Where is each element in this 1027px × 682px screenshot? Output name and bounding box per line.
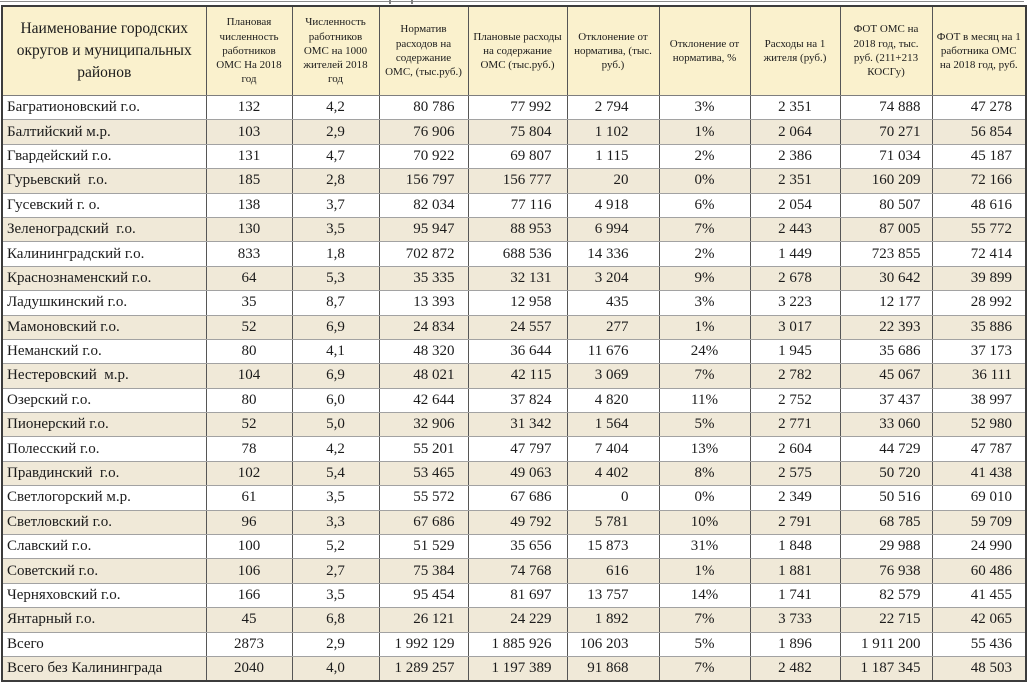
cell-workers_per_1000: 4,0 xyxy=(292,656,379,681)
cell-fot_month_per_worker: 28 992 xyxy=(932,291,1026,315)
cell-fot_month_per_worker: 48 503 xyxy=(932,656,1026,681)
cell-expense_per_resident: 3 017 xyxy=(750,315,840,339)
cell-fot_oms_2018: 87 005 xyxy=(840,217,932,241)
cell-plan_workers_2018: 103 xyxy=(206,120,292,144)
cell-expense_per_resident: 2 064 xyxy=(750,120,840,144)
column-header-workers_per_1000: Численность работников ОМС на 1000 жителей 2018 год xyxy=(292,6,379,96)
table-row xyxy=(2,461,1026,485)
cell-expense_per_resident: 2 443 xyxy=(750,217,840,241)
cell-plan_expense: 88 953 xyxy=(468,217,567,241)
cell-deviation_thous_rub: 0 xyxy=(567,486,659,510)
cell-expense_per_resident: 3 733 xyxy=(750,608,840,632)
cell-fot_oms_2018: 45 067 xyxy=(840,364,932,388)
column-header-deviation_thous_rub: Отклонение от норматива, (тыс. руб.) xyxy=(567,6,659,96)
cell-plan_expense: 31 342 xyxy=(468,413,567,437)
cell-plan_expense: 1 885 926 xyxy=(468,632,567,656)
cell-expense_per_resident: 1 881 xyxy=(750,559,840,583)
cell-workers_per_1000: 4,7 xyxy=(292,144,379,168)
cell-fot_month_per_worker: 48 616 xyxy=(932,193,1026,217)
column-header-expense_per_resident: Расходы на 1 жителя (руб.) xyxy=(750,6,840,96)
cell-deviation_thous_rub: 4 402 xyxy=(567,461,659,485)
cell-fot_month_per_worker: 52 980 xyxy=(932,413,1026,437)
cell-deviation_thous_rub: 1 115 xyxy=(567,144,659,168)
cell-workers_per_1000: 5,4 xyxy=(292,461,379,485)
cell-fot_month_per_worker: 69 010 xyxy=(932,486,1026,510)
table-row xyxy=(2,559,1026,583)
cell-deviation_pct: 13% xyxy=(659,437,750,461)
cell-deviation_thous_rub: 106 203 xyxy=(567,632,659,656)
cell-deviation_thous_rub: 1 102 xyxy=(567,120,659,144)
cell-plan_workers_2018: 52 xyxy=(206,413,292,437)
cell-expense_per_resident: 2 482 xyxy=(750,656,840,681)
cell-fot_month_per_worker: 55 436 xyxy=(932,632,1026,656)
cell-workers_per_1000: 3,5 xyxy=(292,583,379,607)
cell-name: Калининградский г.о. xyxy=(2,242,206,266)
cell-fot_oms_2018: 80 507 xyxy=(840,193,932,217)
column-header-fot_month_per_worker: ФОТ в месяц на 1 работника ОМС на 2018 год, руб. xyxy=(932,6,1026,96)
cell-plan_workers_2018: 78 xyxy=(206,437,292,461)
table-row xyxy=(2,339,1026,363)
cell-plan_expense: 75 804 xyxy=(468,120,567,144)
cell-expense_per_resident: 2 054 xyxy=(750,193,840,217)
cell-norm_expense: 13 393 xyxy=(379,291,468,315)
cell-plan_workers_2018: 132 xyxy=(206,96,292,120)
cell-fot_oms_2018: 1 187 345 xyxy=(840,656,932,681)
cell-workers_per_1000: 1,8 xyxy=(292,242,379,266)
cell-deviation_thous_rub: 6 994 xyxy=(567,217,659,241)
cell-deviation_thous_rub: 7 404 xyxy=(567,437,659,461)
cell-expense_per_resident: 1 741 xyxy=(750,583,840,607)
cell-fot_month_per_worker: 72 166 xyxy=(932,169,1026,193)
cell-norm_expense: 702 872 xyxy=(379,242,468,266)
cell-plan_workers_2018: 96 xyxy=(206,510,292,534)
cell-norm_expense: 48 021 xyxy=(379,364,468,388)
cell-deviation_thous_rub: 14 336 xyxy=(567,242,659,266)
cell-fot_oms_2018: 74 888 xyxy=(840,96,932,120)
cropped-caption-descender xyxy=(411,0,413,4)
cell-deviation_pct: 1% xyxy=(659,559,750,583)
cell-plan_workers_2018: 45 xyxy=(206,608,292,632)
cell-expense_per_resident: 2 349 xyxy=(750,486,840,510)
cell-name: Зеленоградский г.о. xyxy=(2,217,206,241)
cell-expense_per_resident: 2 791 xyxy=(750,510,840,534)
table-row xyxy=(2,96,1026,120)
cell-expense_per_resident: 1 896 xyxy=(750,632,840,656)
cell-expense_per_resident: 2 351 xyxy=(750,96,840,120)
cell-fot_month_per_worker: 38 997 xyxy=(932,388,1026,412)
cell-workers_per_1000: 3,5 xyxy=(292,486,379,510)
cell-fot_oms_2018: 160 209 xyxy=(840,169,932,193)
cell-deviation_pct: 1% xyxy=(659,120,750,144)
cell-workers_per_1000: 4,2 xyxy=(292,437,379,461)
cell-deviation_pct: 3% xyxy=(659,96,750,120)
cell-deviation_pct: 14% xyxy=(659,583,750,607)
cell-deviation_pct: 6% xyxy=(659,193,750,217)
cell-plan_workers_2018: 35 xyxy=(206,291,292,315)
cell-workers_per_1000: 5,2 xyxy=(292,535,379,559)
cell-fot_month_per_worker: 47 787 xyxy=(932,437,1026,461)
cell-norm_expense: 26 121 xyxy=(379,608,468,632)
cell-name: Гурьевский г.о. xyxy=(2,169,206,193)
cell-deviation_thous_rub: 3 204 xyxy=(567,266,659,290)
cell-fot_month_per_worker: 55 772 xyxy=(932,217,1026,241)
cell-expense_per_resident: 2 782 xyxy=(750,364,840,388)
cell-expense_per_resident: 2 771 xyxy=(750,413,840,437)
cell-name: Гусевский г. о. xyxy=(2,193,206,217)
cell-deviation_thous_rub: 435 xyxy=(567,291,659,315)
cell-deviation_pct: 5% xyxy=(659,413,750,437)
cell-fot_month_per_worker: 35 886 xyxy=(932,315,1026,339)
cell-deviation_pct: 7% xyxy=(659,217,750,241)
cell-expense_per_resident: 1 848 xyxy=(750,535,840,559)
cell-workers_per_1000: 6,8 xyxy=(292,608,379,632)
cell-norm_expense: 42 644 xyxy=(379,388,468,412)
cell-fot_oms_2018: 50 516 xyxy=(840,486,932,510)
cell-name: Светловский г.о. xyxy=(2,510,206,534)
table-row xyxy=(2,656,1026,681)
cell-norm_expense: 82 034 xyxy=(379,193,468,217)
cell-name: Неманский г.о. xyxy=(2,339,206,363)
cell-norm_expense: 80 786 xyxy=(379,96,468,120)
cell-name: Краснознаменский г.о. xyxy=(2,266,206,290)
cell-name: Янтарный г.о. xyxy=(2,608,206,632)
column-header-plan_expense: Плановые расходы на содержание ОМС (тыс.руб.) xyxy=(468,6,567,96)
table-row xyxy=(2,632,1026,656)
cell-deviation_pct: 7% xyxy=(659,656,750,681)
cell-plan_workers_2018: 52 xyxy=(206,315,292,339)
cell-plan_expense: 77 992 xyxy=(468,96,567,120)
cell-deviation_thous_rub: 277 xyxy=(567,315,659,339)
cell-plan_workers_2018: 102 xyxy=(206,461,292,485)
cell-name: Пионерский г.о. xyxy=(2,413,206,437)
cell-name: Гвардейский г.о. xyxy=(2,144,206,168)
cell-name: Советский г.о. xyxy=(2,559,206,583)
cell-deviation_pct: 7% xyxy=(659,608,750,632)
cell-deviation_pct: 11% xyxy=(659,388,750,412)
cell-workers_per_1000: 2,7 xyxy=(292,559,379,583)
table-row xyxy=(2,486,1026,510)
table-row xyxy=(2,608,1026,632)
cell-expense_per_resident: 2 752 xyxy=(750,388,840,412)
header-row xyxy=(2,6,1026,96)
cell-workers_per_1000: 8,7 xyxy=(292,291,379,315)
cell-deviation_pct: 31% xyxy=(659,535,750,559)
cell-fot_month_per_worker: 24 990 xyxy=(932,535,1026,559)
cell-name: Всего без Калининграда xyxy=(2,656,206,681)
cell-fot_oms_2018: 723 855 xyxy=(840,242,932,266)
cell-plan_workers_2018: 131 xyxy=(206,144,292,168)
cell-fot_month_per_worker: 41 438 xyxy=(932,461,1026,485)
cell-plan_expense: 49 063 xyxy=(468,461,567,485)
cell-fot_oms_2018: 76 938 xyxy=(840,559,932,583)
cell-norm_expense: 76 906 xyxy=(379,120,468,144)
cell-fot_oms_2018: 68 785 xyxy=(840,510,932,534)
cell-expense_per_resident: 1 945 xyxy=(750,339,840,363)
table-row xyxy=(2,242,1026,266)
cell-norm_expense: 55 201 xyxy=(379,437,468,461)
cell-workers_per_1000: 5,0 xyxy=(292,413,379,437)
cell-workers_per_1000: 4,1 xyxy=(292,339,379,363)
table-row xyxy=(2,437,1026,461)
cell-workers_per_1000: 5,3 xyxy=(292,266,379,290)
cell-expense_per_resident: 3 223 xyxy=(750,291,840,315)
cell-deviation_thous_rub: 5 781 xyxy=(567,510,659,534)
cell-name: Всего xyxy=(2,632,206,656)
cell-deviation_thous_rub: 2 794 xyxy=(567,96,659,120)
column-header-plan_workers_2018: Плановая численность работников ОМС На 2018 год xyxy=(206,6,292,96)
cell-name: Мамоновский г.о. xyxy=(2,315,206,339)
table-body xyxy=(2,96,1026,682)
cell-plan_expense: 688 536 xyxy=(468,242,567,266)
table-row xyxy=(2,510,1026,534)
cell-expense_per_resident: 1 449 xyxy=(750,242,840,266)
cropped-caption-rule xyxy=(0,1,1024,2)
cell-deviation_pct: 8% xyxy=(659,461,750,485)
cell-fot_oms_2018: 50 720 xyxy=(840,461,932,485)
cell-fot_month_per_worker: 37 173 xyxy=(932,339,1026,363)
cell-name: Балтийский м.р. xyxy=(2,120,206,144)
cell-fot_oms_2018: 30 642 xyxy=(840,266,932,290)
cell-fot_oms_2018: 44 729 xyxy=(840,437,932,461)
cell-name: Багратионовский г.о. xyxy=(2,96,206,120)
table-row xyxy=(2,315,1026,339)
table-row xyxy=(2,413,1026,437)
cell-name: Славский г.о. xyxy=(2,535,206,559)
cell-plan_expense: 67 686 xyxy=(468,486,567,510)
cell-deviation_pct: 9% xyxy=(659,266,750,290)
cell-plan_expense: 42 115 xyxy=(468,364,567,388)
table-row xyxy=(2,120,1026,144)
cell-fot_oms_2018: 22 393 xyxy=(840,315,932,339)
table-row xyxy=(2,217,1026,241)
cell-plan_expense: 77 116 xyxy=(468,193,567,217)
cell-plan_expense: 35 656 xyxy=(468,535,567,559)
oms-staffing-expense-table xyxy=(1,5,1027,682)
cell-deviation_thous_rub: 15 873 xyxy=(567,535,659,559)
cell-fot_month_per_worker: 36 111 xyxy=(932,364,1026,388)
cell-workers_per_1000: 3,7 xyxy=(292,193,379,217)
cell-norm_expense: 48 320 xyxy=(379,339,468,363)
table-row xyxy=(2,583,1026,607)
cell-plan_expense: 49 792 xyxy=(468,510,567,534)
cell-deviation_pct: 24% xyxy=(659,339,750,363)
cell-norm_expense: 95 454 xyxy=(379,583,468,607)
cell-fot_month_per_worker: 56 854 xyxy=(932,120,1026,144)
cell-norm_expense: 51 529 xyxy=(379,535,468,559)
cell-deviation_thous_rub: 91 868 xyxy=(567,656,659,681)
cell-plan_workers_2018: 833 xyxy=(206,242,292,266)
cell-fot_oms_2018: 70 271 xyxy=(840,120,932,144)
cell-deviation_thous_rub: 616 xyxy=(567,559,659,583)
cell-fot_oms_2018: 1 911 200 xyxy=(840,632,932,656)
cell-workers_per_1000: 2,8 xyxy=(292,169,379,193)
cell-plan_expense: 47 797 xyxy=(468,437,567,461)
cell-fot_month_per_worker: 39 899 xyxy=(932,266,1026,290)
cropped-caption-descender xyxy=(389,0,391,4)
table-row xyxy=(2,144,1026,168)
cell-fot_oms_2018: 29 988 xyxy=(840,535,932,559)
cell-norm_expense: 156 797 xyxy=(379,169,468,193)
cell-workers_per_1000: 6,0 xyxy=(292,388,379,412)
cell-name: Нестеровский м.р. xyxy=(2,364,206,388)
cell-deviation_pct: 10% xyxy=(659,510,750,534)
table-row xyxy=(2,193,1026,217)
cell-workers_per_1000: 6,9 xyxy=(292,315,379,339)
cell-plan_expense: 12 958 xyxy=(468,291,567,315)
cell-expense_per_resident: 2 604 xyxy=(750,437,840,461)
cell-plan_workers_2018: 130 xyxy=(206,217,292,241)
cell-deviation_pct: 7% xyxy=(659,364,750,388)
cell-name: Полесский г.о. xyxy=(2,437,206,461)
cell-norm_expense: 95 947 xyxy=(379,217,468,241)
cell-plan_workers_2018: 106 xyxy=(206,559,292,583)
column-header-norm_expense: Норматив расходов на содержание ОМС, (тыс.руб.) xyxy=(379,6,468,96)
cell-fot_oms_2018: 82 579 xyxy=(840,583,932,607)
cell-fot_month_per_worker: 47 278 xyxy=(932,96,1026,120)
cell-plan_expense: 36 644 xyxy=(468,339,567,363)
cell-plan_workers_2018: 80 xyxy=(206,339,292,363)
cell-fot_oms_2018: 12 177 xyxy=(840,291,932,315)
cell-deviation_thous_rub: 4 918 xyxy=(567,193,659,217)
cell-plan_expense: 24 557 xyxy=(468,315,567,339)
cell-fot_oms_2018: 71 034 xyxy=(840,144,932,168)
cell-plan_workers_2018: 61 xyxy=(206,486,292,510)
cell-name: Озерский г.о. xyxy=(2,388,206,412)
cell-deviation_pct: 3% xyxy=(659,291,750,315)
cell-fot_month_per_worker: 45 187 xyxy=(932,144,1026,168)
cell-expense_per_resident: 2 351 xyxy=(750,169,840,193)
table-row xyxy=(2,535,1026,559)
cell-deviation_thous_rub: 11 676 xyxy=(567,339,659,363)
cell-deviation_thous_rub: 20 xyxy=(567,169,659,193)
cell-fot_oms_2018: 35 686 xyxy=(840,339,932,363)
cell-plan_expense: 74 768 xyxy=(468,559,567,583)
cell-plan_expense: 156 777 xyxy=(468,169,567,193)
cell-plan_workers_2018: 64 xyxy=(206,266,292,290)
cell-deviation_pct: 2% xyxy=(659,144,750,168)
cell-plan_workers_2018: 100 xyxy=(206,535,292,559)
cell-deviation_pct: 2% xyxy=(659,242,750,266)
table-row xyxy=(2,291,1026,315)
cell-norm_expense: 75 384 xyxy=(379,559,468,583)
cell-fot_oms_2018: 22 715 xyxy=(840,608,932,632)
cell-deviation_thous_rub: 3 069 xyxy=(567,364,659,388)
cell-norm_expense: 53 465 xyxy=(379,461,468,485)
cell-expense_per_resident: 2 386 xyxy=(750,144,840,168)
column-header-name: Наименование городских округов и муниципальных районов xyxy=(2,6,206,96)
cell-expense_per_resident: 2 575 xyxy=(750,461,840,485)
cell-plan_workers_2018: 104 xyxy=(206,364,292,388)
cell-deviation_thous_rub: 13 757 xyxy=(567,583,659,607)
cell-plan_workers_2018: 2040 xyxy=(206,656,292,681)
cell-norm_expense: 70 922 xyxy=(379,144,468,168)
cell-deviation_thous_rub: 1 564 xyxy=(567,413,659,437)
table-row xyxy=(2,169,1026,193)
cell-plan_expense: 69 807 xyxy=(468,144,567,168)
cell-name: Правдинский г.о. xyxy=(2,461,206,485)
cell-norm_expense: 55 572 xyxy=(379,486,468,510)
cell-plan_expense: 37 824 xyxy=(468,388,567,412)
cell-deviation_pct: 0% xyxy=(659,169,750,193)
cell-workers_per_1000: 2,9 xyxy=(292,632,379,656)
cell-workers_per_1000: 6,9 xyxy=(292,364,379,388)
cell-workers_per_1000: 3,5 xyxy=(292,217,379,241)
table-row xyxy=(2,388,1026,412)
cell-plan_workers_2018: 2873 xyxy=(206,632,292,656)
cell-fot_month_per_worker: 42 065 xyxy=(932,608,1026,632)
cell-plan_expense: 32 131 xyxy=(468,266,567,290)
cell-plan_workers_2018: 80 xyxy=(206,388,292,412)
cell-plan_workers_2018: 138 xyxy=(206,193,292,217)
cell-workers_per_1000: 4,2 xyxy=(292,96,379,120)
cell-plan_workers_2018: 185 xyxy=(206,169,292,193)
cell-norm_expense: 1 289 257 xyxy=(379,656,468,681)
cell-deviation_pct: 1% xyxy=(659,315,750,339)
cell-norm_expense: 67 686 xyxy=(379,510,468,534)
cell-fot_month_per_worker: 72 414 xyxy=(932,242,1026,266)
cell-plan_expense: 1 197 389 xyxy=(468,656,567,681)
column-header-fot_oms_2018: ФОТ ОМС на 2018 год, тыс. руб. (211+213 КОСГу) xyxy=(840,6,932,96)
cell-name: Черняховский г.о. xyxy=(2,583,206,607)
table-row xyxy=(2,364,1026,388)
cell-name: Ладушкинский г.о. xyxy=(2,291,206,315)
cell-norm_expense: 35 335 xyxy=(379,266,468,290)
cell-name: Светлогорский м.р. xyxy=(2,486,206,510)
cell-deviation_pct: 5% xyxy=(659,632,750,656)
cell-fot_month_per_worker: 59 709 xyxy=(932,510,1026,534)
cell-fot_month_per_worker: 41 455 xyxy=(932,583,1026,607)
table-header xyxy=(2,6,1026,96)
cell-fot_oms_2018: 37 437 xyxy=(840,388,932,412)
cell-workers_per_1000: 3,3 xyxy=(292,510,379,534)
cell-fot_oms_2018: 33 060 xyxy=(840,413,932,437)
cell-expense_per_resident: 2 678 xyxy=(750,266,840,290)
cell-deviation_thous_rub: 1 892 xyxy=(567,608,659,632)
cell-deviation_thous_rub: 4 820 xyxy=(567,388,659,412)
column-header-deviation_pct: Отклонение от норматива, % xyxy=(659,6,750,96)
cell-norm_expense: 32 906 xyxy=(379,413,468,437)
cell-plan_workers_2018: 166 xyxy=(206,583,292,607)
cell-deviation_pct: 0% xyxy=(659,486,750,510)
cell-plan_expense: 81 697 xyxy=(468,583,567,607)
cell-norm_expense: 1 992 129 xyxy=(379,632,468,656)
cell-norm_expense: 24 834 xyxy=(379,315,468,339)
cell-fot_month_per_worker: 60 486 xyxy=(932,559,1026,583)
table-row xyxy=(2,266,1026,290)
cell-plan_expense: 24 229 xyxy=(468,608,567,632)
cell-workers_per_1000: 2,9 xyxy=(292,120,379,144)
